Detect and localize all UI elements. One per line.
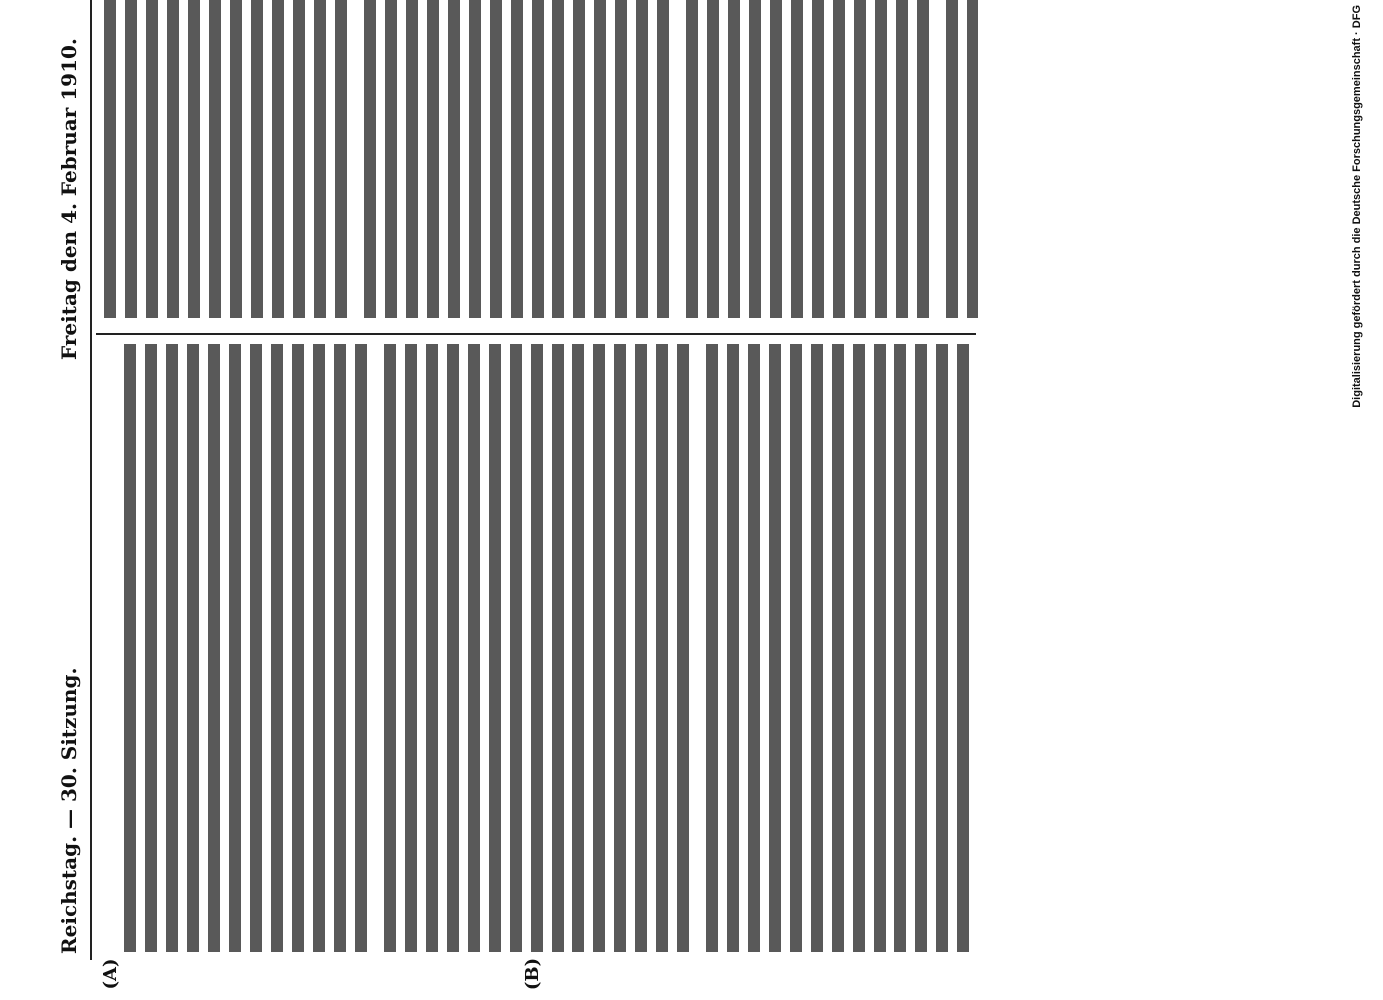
text-lines <box>686 0 938 318</box>
text-lines <box>946 0 978 318</box>
text-lines <box>104 0 356 318</box>
text-lines <box>572 344 698 952</box>
text-lines <box>124 344 376 952</box>
text-lines <box>706 344 886 952</box>
speaker-label <box>98 344 118 952</box>
text-column-right <box>98 0 978 318</box>
column-divider <box>96 333 976 335</box>
text-lines <box>552 0 678 318</box>
header-rule <box>90 0 92 960</box>
text-lines <box>384 344 564 952</box>
running-head-left: Reichstag. — 30. Sitzung. <box>57 667 81 954</box>
margin-mark-a: (A) <box>100 958 121 990</box>
digitization-credit <box>1346 5 1368 995</box>
text-lines <box>364 0 544 318</box>
running-head-right: Freitag den 4. Februar 1910. <box>57 38 81 360</box>
credit-text: Digitalisierung gefördert durch die Deutsche Forschungsgemeinschaft · DFG <box>1351 5 1363 408</box>
text-lines <box>894 344 978 952</box>
text-column-left <box>98 344 978 952</box>
margin-mark-b: (B) <box>522 957 543 991</box>
